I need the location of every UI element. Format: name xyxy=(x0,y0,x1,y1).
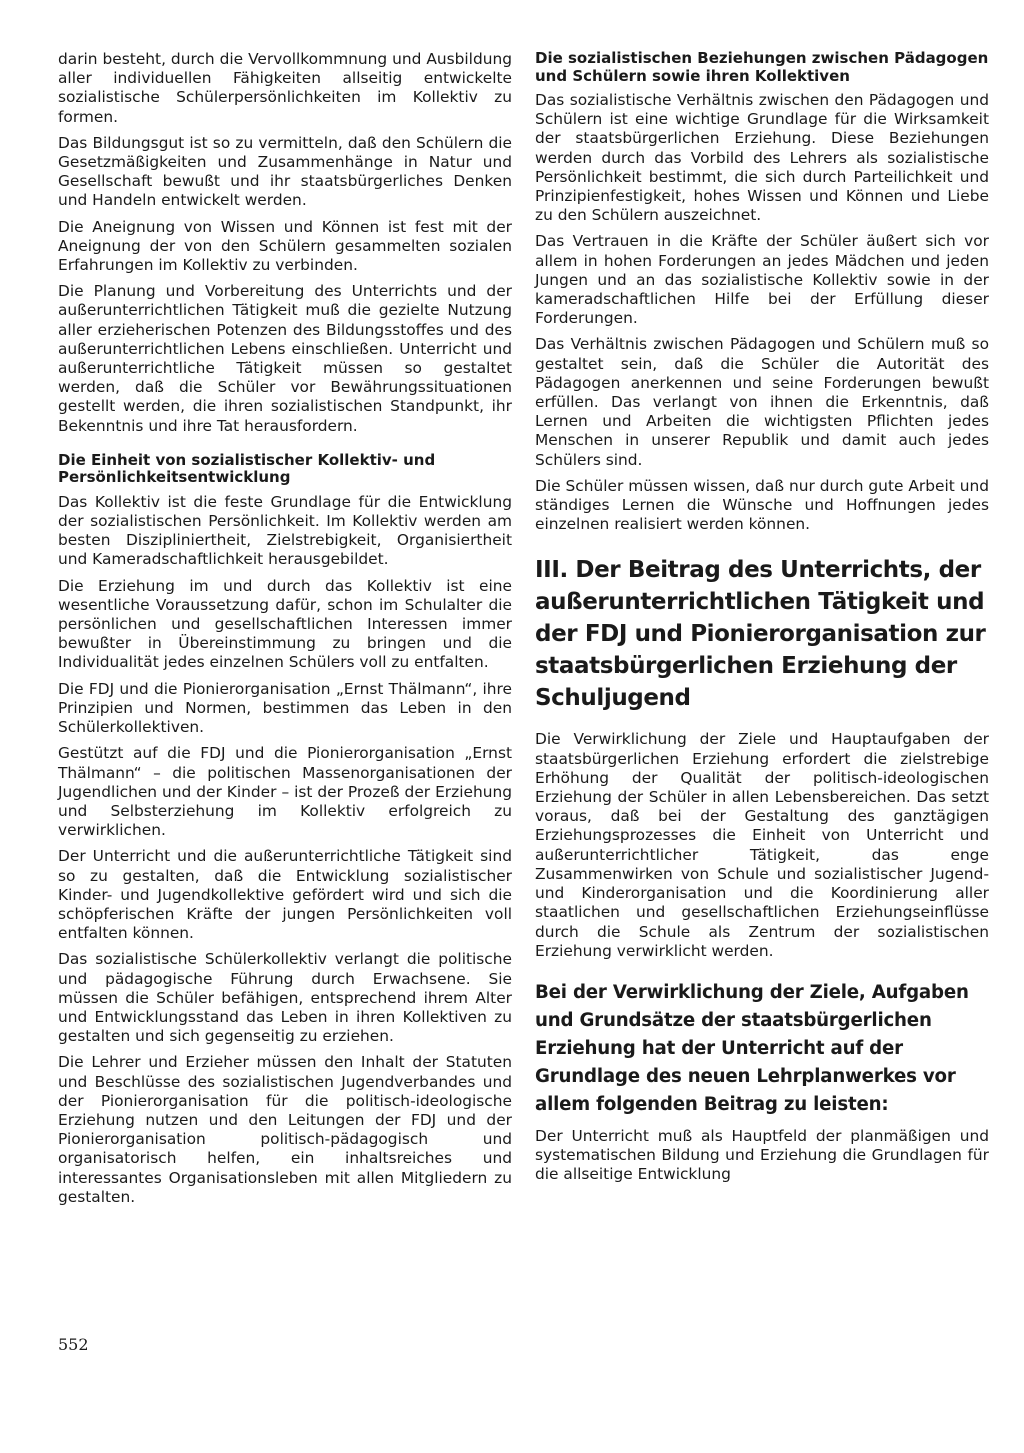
right-column xyxy=(535,50,989,1192)
paragraph: Die Lehrer und Erzieher müssen den Inhalt der Statuten und Beschlüsse des sozialistischen Jugendverbandes und der Pionierorganisation für die politisch-ideologische Erziehung nutzen und den Leitungen der FDJ und der Pionierorganisation politisch-pädagogisch und organisatorisch helfen, ein inhaltsreiches und interessantes Organisationsleben mit allen Mitgliedern zu gestalten. xyxy=(58,1053,512,1206)
paragraph: Das sozialistische Verhältnis zwischen den Pädagogen und Schülern ist eine wichtige Grundlage für die Wirksamkeit der staatsbürgerlichen Erziehung. Diese Beziehungen werden durch das Vorbild des Lehrers als sozialistische Persönlichkeit bestimmt, die sich durch Parteilichkeit und Prinzipienfestigkeit, hohes Wissen und Können und Liebe zu den Schülern auszeichnet. xyxy=(535,91,989,225)
paragraph: Der Unterricht und die außerunterrichtliche Tätigkeit sind so zu gestalten, daß die Entwicklung sozialistischer Kinder- und Jugendkollektive gefördert wird und sich die schöpferischen Kräfte der jungen Persönlichkeiten voll entfalten können. xyxy=(58,847,512,943)
paragraph: Gestützt auf die FDJ und die Pionierorganisation „Ernst Thälmann“ – die politischen Massenorganisationen der Jugendlichen und der Kinder – ist der Prozeß der Erziehung und Selbsterziehung im Kollektiv erfolgreich zu verwirklichen. xyxy=(58,744,512,840)
paragraph: Die Erziehung im und durch das Kollektiv ist eine wesentliche Voraussetzung dafür, schon im Schulalter die persönlichen und gesellschaftlichen Interessen immer bewußter in Übereinstimmung zu bringen und die Individualität jedes einzelnen Schülers voll zu entfalten. xyxy=(58,576,512,672)
paragraph: Das sozialistische Schülerkollektiv verlangt die politische und pädagogische Führung durch Erwachsene. Sie müssen die Schüler befähigen, entsprechend ihrem Alter und Entwicklungsstand das Leben in ihren Kollektiven zu gestalten und sich gegenseitig zu erziehen. xyxy=(58,950,512,1046)
paragraph: Das Verhältnis zwischen Pädagogen und Schülern muß so gestaltet sein, daß die Schüler die Autorität des Pädagogen anerkennen und seine Forderungen bewußt erfüllen. Das verlangt von ihnen die Erkenntnis, daß Lernen und Arbeiten die wichtigsten Pflichten jedes Menschen in unserer Republik und damit auch jedes Schülers sind. xyxy=(535,335,989,469)
paragraph: Das Bildungsgut ist so zu vermitteln, daß den Schülern die Gesetzmäßigkeiten und Zusammenhänge in Natur und Gesellschaft bewußt und ihr staatsbürgerliches Denken und Handeln entwickelt werden. xyxy=(58,133,512,210)
paragraph: Das Vertrauen in die Kräfte der Schüler äußert sich vor allem in hohen Forderungen an jedes Mädchen und jeden Jungen und an das sozialistische Kollektiv sowie in der kameradschaftlichen Hilfe bei der Erfüllung dieser Forderungen. xyxy=(535,232,989,328)
left-column xyxy=(58,50,512,1214)
paragraph: Die FDJ und die Pionierorganisation „Ernst Thälmann“, ihre Prinzipien und Normen, bestimmen das Leben in den Schülerkollektiven. xyxy=(58,679,512,737)
section-heading-relations: Die sozialistischen Beziehungen zwischen Pädagogen und Schülern sowie ihren Kollektiven xyxy=(535,49,989,85)
paragraph: Der Unterricht muß als Hauptfeld der planmäßigen und systematischen Bildung und Erziehung die Grundlagen für die allseitige Entwicklung xyxy=(535,1126,989,1184)
paragraph: Die Schüler müssen wissen, daß nur durch gute Arbeit und ständiges Lernen die Wünsche und Hoffnungen jedes einzelnen realisiert werden können. xyxy=(535,476,989,534)
page-number: 552 xyxy=(58,1335,89,1354)
paragraph: Die Verwirklichung der Ziele und Hauptaufgaben der staatsbürgerlichen Erziehung erfordert die zielstrebige Erhöhung der Qualität der politisch-ideologischen Erziehung der Schüler in allen Lebensbereichen. Das setzt voraus, daß bei der Gestaltung des ganztägigen Erziehungsprozesses die Einheit von Unterricht und außerunterrichtlicher Tätigkeit, das enge Zusammenwirken von Schule und sozialistischer Jugend- und Kinderorganisation und die Koordinierung aller staatlichen und gesellschaftlichen Erziehungseinflüsse durch die Schule als Zentrum der sozialistischen Erziehung verwirklicht werden. xyxy=(535,730,989,960)
bold-subheading: Bei der Verwirklichung der Ziele, Aufgaben und Grundsätze der staatsbürgerlichen Erziehung hat der Unterricht auf der Grundlage des neuen Lehrplanwerkes vor allem folgenden Beitrag zu leisten: xyxy=(535,981,969,1115)
paragraph: Das Kollektiv ist die feste Grundlage für die Entwicklung der sozialistischen Persönlichkeit. Im Kollektiv werden am besten Diszipliniertheit, Zielstrebigkeit, Organisiertheit und Kameradschaftlichkeit herausgebildet. xyxy=(58,492,512,569)
section-heading-collective: Die Einheit von sozialistischer Kollektiv- und Persönlichkeitsentwicklung xyxy=(58,450,436,487)
chapter-heading: III. Der Beitrag des Unterrichts, der außerunterrichtlichen Tätigkeit und der FDJ und Pionierorganisation zur staatsbürgerlichen Erziehung der Schuljugend xyxy=(535,557,986,712)
paragraph: Die Planung und Vorbereitung des Unterrichts und der außerunterrichtlichen Tätigkeit muß die gezielte Nutzung aller erzieherischen Potenzen des Bildungsstoffes und des außerunterrichtlichen Lebens einschließen. Unterricht und außerunterrichtliche Tätigkeit müssen so gestaltet werden, daß die Schüler vor Bewährungssituationen gestellt werden, die ihren sozialistischen Standpunkt, ihr Bekenntnis und ihre Tat herausfordern. xyxy=(58,282,512,435)
paragraph: darin besteht, durch die Vervollkommnung und Ausbildung aller individuellen Fähigkeiten allseitig entwickelte sozialistische Schülerpersönlichkeiten im Kollektiv zu formen. xyxy=(58,50,512,126)
paragraph: Die Aneignung von Wissen und Können ist fest mit der Aneignung der von den Schülern gesammelten sozialen Erfahrungen im Kollektiv zu verbinden. xyxy=(58,217,512,275)
